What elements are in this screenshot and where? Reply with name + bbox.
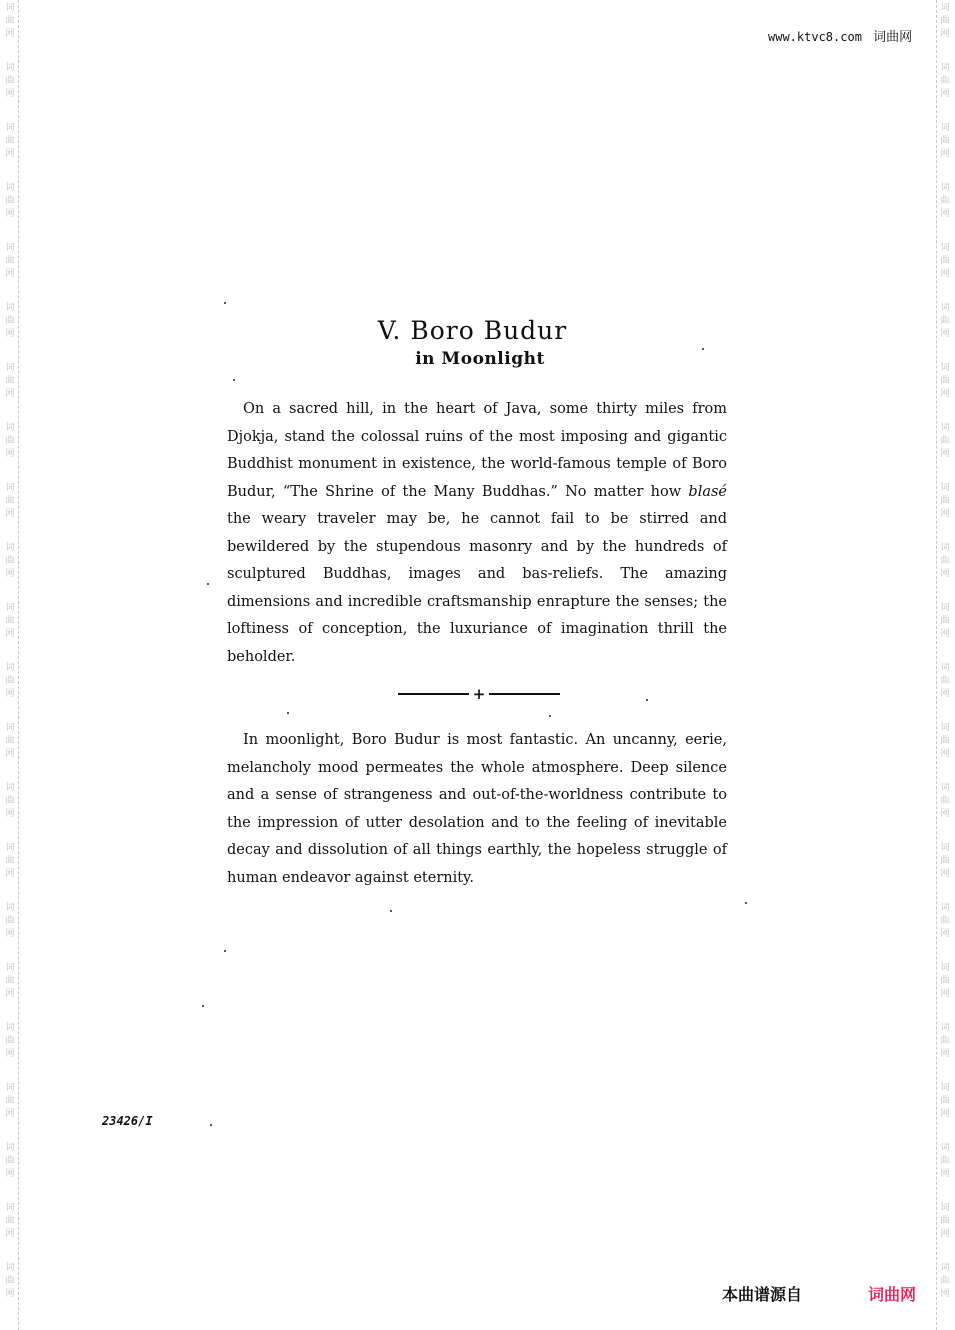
- watermark-group: [940, 120, 949, 180]
- watermark-group: [5, 1080, 14, 1140]
- watermark-glyph: 曲: [5, 856, 15, 866]
- watermark-glyph: 词: [940, 1023, 950, 1033]
- watermark-glyph: 网: [940, 449, 950, 459]
- watermark-glyph: 词: [5, 63, 15, 73]
- watermark-glyph: 曲: [940, 1156, 950, 1166]
- watermark-group: [940, 60, 949, 120]
- watermark-glyph: 词: [940, 723, 950, 733]
- watermark-glyph: 词: [5, 723, 15, 733]
- watermark-group: [5, 480, 14, 540]
- watermark-glyph: 曲: [5, 1096, 15, 1106]
- left-watermark-strip: [2, 0, 19, 1330]
- watermark-glyph: 词: [5, 243, 15, 253]
- watermark-group: [940, 240, 949, 300]
- watermark-glyph: 网: [940, 1049, 950, 1059]
- watermark-glyph: 网: [5, 929, 15, 939]
- watermark-group: [5, 60, 14, 120]
- watermark-glyph: 曲: [940, 256, 950, 266]
- watermark-group: [5, 540, 14, 600]
- watermark-glyph: 词: [5, 603, 15, 613]
- watermark-glyph: 曲: [5, 1276, 15, 1286]
- watermark-glyph: 词: [5, 183, 15, 193]
- site-header: [768, 26, 912, 45]
- watermark-glyph: 曲: [940, 376, 950, 386]
- watermark-glyph: 网: [940, 689, 950, 699]
- watermark-glyph: 词: [5, 3, 15, 13]
- watermark-glyph: 曲: [5, 916, 15, 926]
- watermark-glyph: 曲: [5, 76, 15, 86]
- watermark-glyph: 词: [5, 783, 15, 793]
- watermark-glyph: 词: [5, 1263, 15, 1273]
- watermark-glyph: 曲: [5, 16, 15, 26]
- watermark-glyph: 曲: [5, 1156, 15, 1166]
- watermark-group: [5, 960, 14, 1020]
- watermark-glyph: 词: [940, 363, 950, 373]
- watermark-glyph: 曲: [940, 856, 950, 866]
- watermark-group: [5, 600, 14, 660]
- watermark-glyph: 词: [940, 183, 950, 193]
- watermark-glyph: 词: [940, 843, 950, 853]
- watermark-glyph: 网: [5, 1109, 15, 1119]
- watermark-glyph: 曲: [5, 196, 15, 206]
- watermark-group: [940, 1200, 949, 1260]
- watermark-group: [5, 120, 14, 180]
- watermark-glyph: 网: [5, 869, 15, 879]
- watermark-group: [940, 180, 949, 240]
- watermark-group: [940, 720, 949, 780]
- watermark-glyph: 词: [940, 123, 950, 133]
- watermark-glyph: 曲: [940, 196, 950, 206]
- watermark-glyph: 曲: [940, 676, 950, 686]
- watermark-glyph: 曲: [5, 616, 15, 626]
- divider-rule-left: [398, 693, 469, 695]
- page-title: V. Boro Budur: [377, 316, 568, 345]
- watermark-glyph: 网: [5, 449, 15, 459]
- watermark-glyph: 网: [940, 869, 950, 879]
- watermark-glyph: 网: [5, 629, 15, 639]
- paragraph-1-part-2: the weary traveler may be, he cannot fail to be stirred and bewildered by the stupendous masonry and by the hundreds of sculptured Buddhas, images and bas-reliefs. The amazing dimensions and incredible craftsmanship enrapture the senses; the loftiness of conception, the luxuriance of imagination thrill the beholder.: [227, 511, 727, 665]
- watermark-group: [940, 900, 949, 960]
- paragraph-1-part-1: On a sacred hill, in the heart of Java, some thirty miles from Djokja, stand the colossal ruins of the most imposing and gigantic Buddhist monument in existence, the world-famous temple of Boro Budur, “The Shrine of the Many Buddhas.” No matter how: [227, 401, 727, 500]
- scan-speck: [233, 379, 235, 381]
- watermark-glyph: 曲: [5, 376, 15, 386]
- watermark-group: [940, 600, 949, 660]
- watermark-glyph: 词: [940, 303, 950, 313]
- watermark-glyph: 词: [940, 783, 950, 793]
- scan-speck: [549, 715, 551, 717]
- watermark-group: [940, 960, 949, 1020]
- watermark-glyph: 词: [5, 123, 15, 133]
- scan-speck: [224, 950, 226, 952]
- watermark-glyph: 网: [940, 149, 950, 159]
- watermark-glyph: 词: [5, 903, 15, 913]
- watermark-glyph: 词: [5, 303, 15, 313]
- watermark-glyph: 曲: [940, 1276, 950, 1286]
- watermark-glyph: 曲: [5, 736, 15, 746]
- watermark-glyph: 词: [940, 63, 950, 73]
- watermark-glyph: 词: [5, 363, 15, 373]
- watermark-group: [5, 360, 14, 420]
- watermark-glyph: 网: [940, 1229, 950, 1239]
- watermark-glyph: 网: [5, 1049, 15, 1059]
- watermark-group: [5, 660, 14, 720]
- watermark-glyph: 曲: [5, 316, 15, 326]
- watermark-glyph: 曲: [940, 316, 950, 326]
- watermark-glyph: 网: [5, 269, 15, 279]
- watermark-glyph: 网: [940, 1169, 950, 1179]
- watermark-glyph: 网: [940, 989, 950, 999]
- watermark-glyph: 词: [5, 1203, 15, 1213]
- footer-brand-link[interactable]: 词曲网: [868, 1285, 917, 1304]
- watermark-glyph: 曲: [940, 76, 950, 86]
- watermark-glyph: 网: [5, 1289, 15, 1299]
- watermark-glyph: 曲: [5, 796, 15, 806]
- watermark-glyph: 网: [940, 1289, 950, 1299]
- scan-speck: [287, 712, 289, 714]
- watermark-group: [5, 180, 14, 240]
- watermark-glyph: 词: [940, 543, 950, 553]
- page-subtitle: in Moonlight: [415, 349, 545, 369]
- scan-speck: [207, 583, 209, 585]
- footer-source-label: 本曲谱源自: [722, 1285, 803, 1304]
- watermark-glyph: 曲: [5, 496, 15, 506]
- watermark-glyph: 词: [940, 903, 950, 913]
- divider-rule-right: [489, 693, 560, 695]
- watermark-glyph: 网: [940, 509, 950, 519]
- watermark-group: [940, 1080, 949, 1140]
- watermark-group: [5, 1260, 14, 1320]
- watermark-group: [940, 780, 949, 840]
- watermark-glyph: 网: [940, 389, 950, 399]
- watermark-glyph: 网: [5, 509, 15, 519]
- scan-speck: [202, 1005, 204, 1007]
- watermark-glyph: 曲: [940, 1036, 950, 1046]
- watermark-glyph: 网: [940, 329, 950, 339]
- watermark-glyph: 网: [5, 989, 15, 999]
- watermark-glyph: 词: [5, 843, 15, 853]
- watermark-group: [5, 840, 14, 900]
- scan-speck: [702, 348, 704, 350]
- scan-speck: [646, 699, 648, 701]
- scan-speck: [224, 302, 226, 304]
- watermark-glyph: 曲: [940, 976, 950, 986]
- watermark-glyph: 网: [940, 749, 950, 759]
- watermark-glyph: 网: [5, 749, 15, 759]
- watermark-group: [5, 240, 14, 300]
- watermark-glyph: 曲: [940, 916, 950, 926]
- watermark-glyph: 词: [940, 603, 950, 613]
- watermark-glyph: 网: [5, 149, 15, 159]
- watermark-glyph: 网: [5, 689, 15, 699]
- watermark-glyph: 曲: [940, 16, 950, 26]
- watermark-group: [940, 840, 949, 900]
- watermark-group: [940, 360, 949, 420]
- watermark-glyph: 曲: [5, 676, 15, 686]
- watermark-glyph: 词: [5, 663, 15, 673]
- watermark-glyph: 词: [940, 1263, 950, 1273]
- watermark-glyph: 曲: [940, 136, 950, 146]
- watermark-glyph: 曲: [940, 616, 950, 626]
- watermark-glyph: 曲: [940, 1096, 950, 1106]
- divider-cross-icon: +: [472, 685, 486, 703]
- watermark-glyph: 网: [940, 629, 950, 639]
- watermark-glyph: 曲: [940, 436, 950, 446]
- watermark-group: [940, 540, 949, 600]
- watermark-group: [5, 0, 14, 60]
- watermark-glyph: 网: [5, 389, 15, 399]
- watermark-glyph: 词: [940, 483, 950, 493]
- watermark-group: [940, 1260, 949, 1320]
- watermark-glyph: 曲: [5, 1216, 15, 1226]
- watermark-glyph: 词: [940, 1203, 950, 1213]
- watermark-group: [940, 1020, 949, 1080]
- paragraph-2: In moonlight, Boro Budur is most fantastic. An uncanny, eerie, melancholy mood permeates the whole atmosphere. Deep silence and a sense of strangeness and out-of-the-worldness contribute to the impression of utter desolation and to the feeling of inevitable decay and dissolution of all things earthly, the hopeless struggle of human endeavor against eternity.: [227, 732, 727, 886]
- watermark-glyph: 词: [940, 1143, 950, 1153]
- watermark-group: [940, 480, 949, 540]
- watermark-glyph: 曲: [940, 496, 950, 506]
- watermark-glyph: 词: [940, 423, 950, 433]
- section-divider: [398, 684, 560, 704]
- site-url[interactable]: www.ktvc8.com: [768, 30, 862, 44]
- scan-speck: [390, 910, 392, 912]
- watermark-glyph: 曲: [5, 976, 15, 986]
- watermark-group: [5, 420, 14, 480]
- right-watermark-strip: [936, 0, 953, 1330]
- watermark-glyph: 网: [940, 29, 950, 39]
- watermark-glyph: 曲: [940, 796, 950, 806]
- scan-speck: [210, 1124, 212, 1126]
- watermark-glyph: 网: [940, 929, 950, 939]
- watermark-glyph: 词: [940, 963, 950, 973]
- watermark-glyph: 曲: [5, 256, 15, 266]
- watermark-glyph: 词: [5, 1083, 15, 1093]
- site-name: 词曲网: [873, 30, 913, 45]
- watermark-glyph: 词: [5, 543, 15, 553]
- watermark-group: [5, 900, 14, 960]
- watermark-glyph: 曲: [5, 556, 15, 566]
- watermark-glyph: 网: [940, 809, 950, 819]
- watermark-glyph: 网: [940, 269, 950, 279]
- watermark-group: [940, 660, 949, 720]
- plate-number: 23426/I: [102, 1114, 153, 1128]
- watermark-glyph: 网: [940, 209, 950, 219]
- watermark-glyph: 网: [5, 1169, 15, 1179]
- watermark-glyph: 网: [940, 89, 950, 99]
- watermark-glyph: 网: [5, 29, 15, 39]
- watermark-group: [5, 720, 14, 780]
- watermark-glyph: 曲: [5, 1036, 15, 1046]
- paragraph-1: [227, 396, 727, 671]
- watermark-glyph: 网: [5, 569, 15, 579]
- watermark-glyph: 曲: [940, 556, 950, 566]
- watermark-glyph: 网: [5, 329, 15, 339]
- scan-speck: [745, 902, 747, 904]
- emphasis-blase: blasé: [688, 483, 727, 500]
- watermark-glyph: 词: [5, 423, 15, 433]
- watermark-glyph: 网: [5, 89, 15, 99]
- watermark-glyph: 词: [5, 1143, 15, 1153]
- watermark-glyph: 网: [5, 1229, 15, 1239]
- watermark-glyph: 曲: [940, 736, 950, 746]
- watermark-group: [5, 1200, 14, 1260]
- watermark-group: [940, 1140, 949, 1200]
- watermark-group: [940, 420, 949, 480]
- watermark-glyph: 曲: [940, 1216, 950, 1226]
- watermark-group: [940, 0, 949, 60]
- watermark-group: [5, 780, 14, 840]
- watermark-glyph: 词: [5, 963, 15, 973]
- watermark-glyph: 词: [5, 1023, 15, 1033]
- watermark-glyph: 词: [940, 243, 950, 253]
- watermark-glyph: 词: [5, 483, 15, 493]
- watermark-glyph: 网: [940, 569, 950, 579]
- watermark-glyph: 词: [940, 663, 950, 673]
- watermark-glyph: 网: [940, 1109, 950, 1119]
- watermark-glyph: 网: [5, 209, 15, 219]
- watermark-group: [5, 1140, 14, 1200]
- watermark-glyph: 词: [940, 1083, 950, 1093]
- watermark-glyph: 词: [940, 3, 950, 13]
- watermark-glyph: 曲: [5, 136, 15, 146]
- watermark-glyph: 网: [5, 809, 15, 819]
- watermark-group: [5, 1020, 14, 1080]
- watermark-glyph: 曲: [5, 436, 15, 446]
